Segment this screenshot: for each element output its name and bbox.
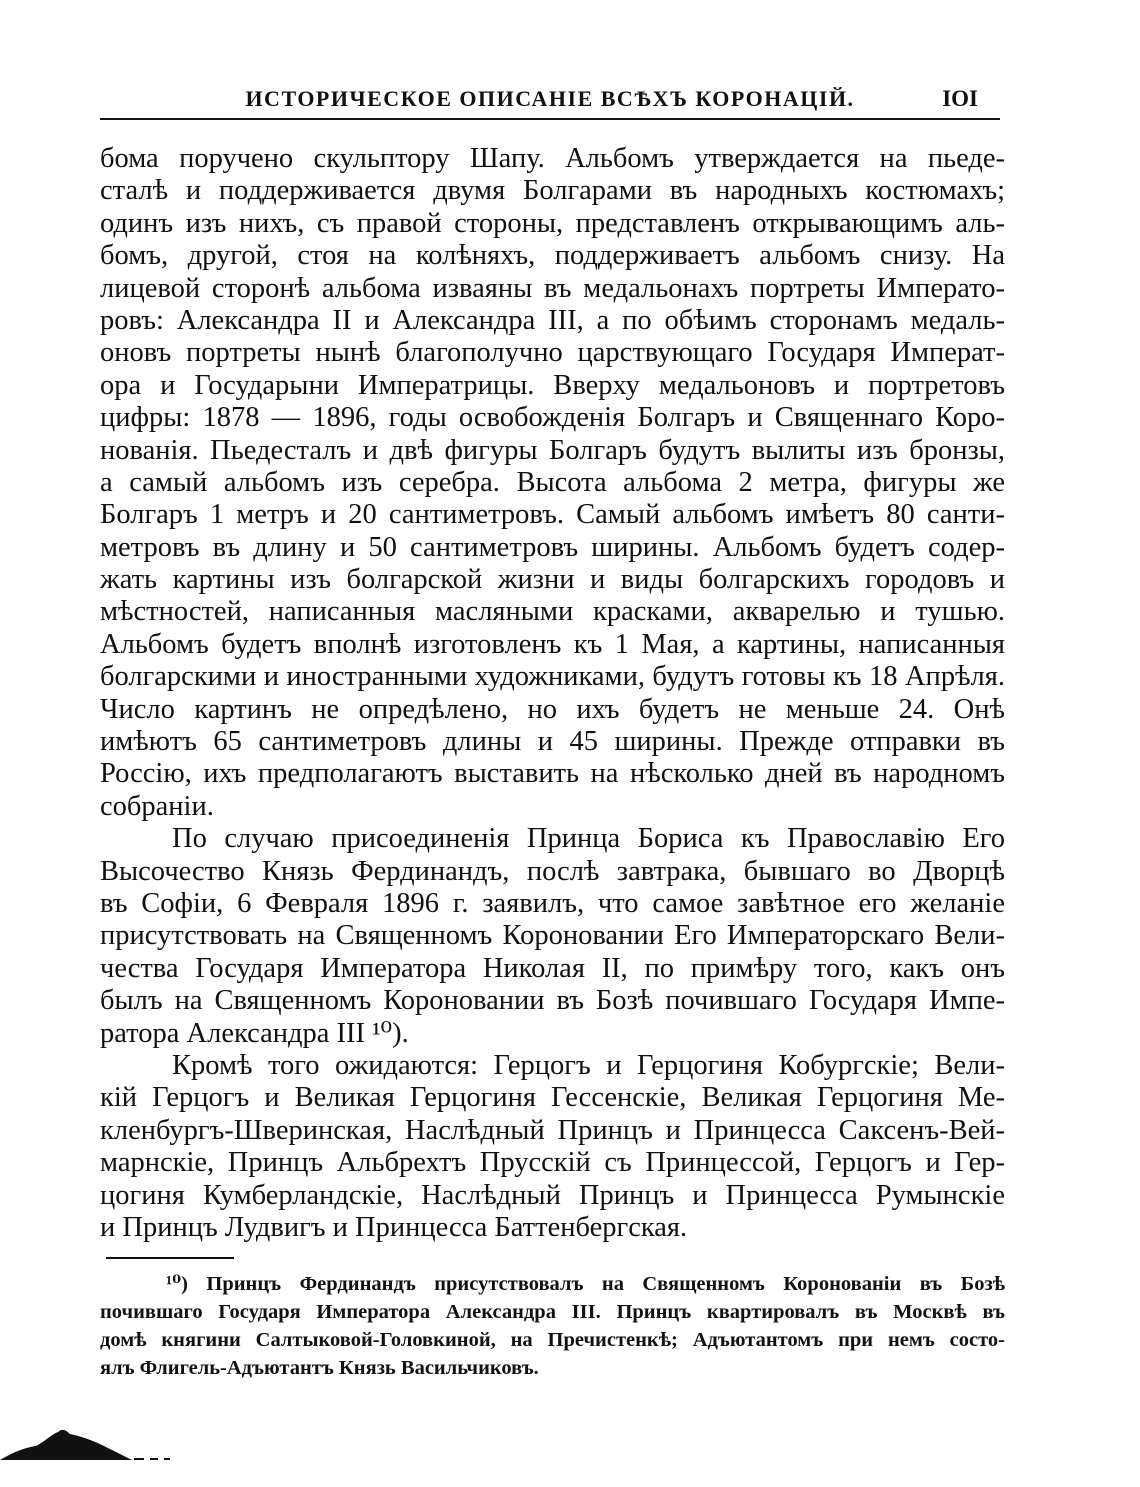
ink-smudge-ornament [0, 1418, 180, 1478]
text-line: Болгаръ 1 метръ и 20 сантиметровъ. Самый альбомъ имѣетъ 80 санти- [100, 499, 1005, 531]
footnote-line: домѣ княгини Салтыковой-Головкиной, на Пречистенкѣ; Адъютантомъ при немъ состо- [100, 1329, 1005, 1351]
text-line: ора и Государыни Императрицы. Вверху медальоновъ и портретовъ [100, 369, 1005, 401]
text-line: Альбомъ будетъ вполнѣ изготовленъ къ 1 Мая, а картины, написанныя [100, 628, 1005, 660]
text-line: мѣстностей, написанныя масляными красками, акварелью и тушью. [100, 596, 1005, 628]
body-text [100, 143, 1005, 1244]
text-line: По случаю присоединенія Принца Бориса къ Православію Его [172, 823, 1005, 855]
text-line: жать картины изъ болгарской жизни и виды болгарскихъ городовъ и [100, 564, 1005, 596]
text-line: цогиня Кумберландскіе, Наслѣдный Принцъ и Принцесса Румынскіе [100, 1179, 1005, 1211]
text-line: лицевой сторонѣ альбома изваяны въ медальонахъ портреты Императо- [100, 272, 1005, 304]
page-number: IOI [942, 86, 978, 111]
text-line: а самый альбомъ изъ серебра. Высота альбома 2 метра, фигуры же [100, 466, 1005, 498]
text-line: сталѣ и поддерживается двумя Болгарами въ народныхъ костюмахъ; [100, 175, 1005, 207]
running-title: ИСТОРИЧЕСКОЕ ОПИСАНІЕ ВСѢХЪ КОРОНАЦІЙ. [245, 86, 855, 111]
footnotes [100, 1270, 1005, 1382]
header-rule [100, 118, 1000, 120]
text-line: Кромѣ того ожидаются: Герцогъ и Герцогиня Кобургскіе; Вели- [172, 1049, 1005, 1081]
text-line: бомъ, другой, стоя на колѣняхъ, поддерживаетъ альбомъ снизу. На [100, 240, 1005, 272]
text-line: собраніи. [100, 790, 214, 822]
text-line: въ Софіи, 6 Февраля 1896 г. заявилъ, что самое завѣтное его желаніе [100, 887, 1005, 919]
text-line: былъ на Священномъ Короновании въ Бозѣ почившаго Государя Импе- [100, 985, 1005, 1017]
footnote-rule [106, 1257, 234, 1259]
text-line: метровъ въ длину и 50 сантиметровъ ширины. Альбомъ будетъ содер- [100, 531, 1005, 563]
text-line: бома поручено скульптору Шапу. Альбомъ утверждается на пьеде- [100, 143, 1005, 174]
text-line: ровъ: Александра II и Александра III, а по обѣимъ сторонамъ медаль- [100, 304, 1005, 336]
text-line: Высочество Князь Фердинандъ, послѣ завтрака, бывшаго во Дворцѣ [100, 855, 1005, 887]
text-line: кій Герцогъ и Великая Герцогиня Гессенскіе, Великая Герцогиня Ме- [100, 1082, 1005, 1114]
text-line: цифры: 1878 — 1896, годы освобожденія Болгаръ и Священнаго Коро- [100, 402, 1005, 434]
text-line: марнскіе, Принцъ Альбрехтъ Прусскій съ Принцессой, Герцогъ и Гер- [100, 1147, 1005, 1179]
text-line: Россію, ихъ предполагаютъ выставить на нѣсколько дней въ народномъ [100, 758, 1005, 790]
text-line: чества Государя Императора Николая II, по примѣру того, какъ онъ [100, 952, 1005, 984]
text-line: нованія. Пьедесталъ и двѣ фигуры Болгаръ будутъ вылиты изъ бронзы, [100, 434, 1005, 466]
footnote-line: ялъ Флигель-Адъютантъ Князь Васильчиковъ. [100, 1357, 539, 1379]
text-line: ратора Александра III ¹⁰). [100, 1017, 409, 1049]
text-line: болгарскими и иностранными художниками, будутъ готовы къ 18 Апрѣля. [100, 661, 1005, 693]
text-line: оновъ портреты нынѣ благополучно царствующаго Государя Императ- [100, 337, 1005, 369]
text-line: одинъ изъ нихъ, съ правой стороны, представленъ открывающимъ аль- [100, 207, 1005, 239]
text-line: Число картинъ не опредѣлено, но ихъ будетъ не меньше 24. Онѣ [100, 693, 1005, 725]
text-line: присутствовать на Священномъ Короновании Его Императорскаго Вели- [100, 920, 1005, 952]
text-line: имѣютъ 65 сантиметровъ длины и 45 ширины. Прежде отправки въ [100, 726, 1005, 758]
footnote-line: почившаго Государя Императора Александра III. Принцъ квартировалъ въ Москвѣ въ [100, 1301, 1005, 1323]
text-line: кленбургъ-Шверинская, Наслѣдный Принцъ и Принцесса Саксенъ-Вей- [100, 1114, 1005, 1146]
footnote-line: ¹⁰) Принцъ Фердинандъ присутствовалъ на Священномъ Коронованіи въ Бозѣ [166, 1273, 1005, 1295]
page-header [100, 84, 1000, 122]
text-line: и Принцъ Лудвигъ и Принцесса Баттенбергская. [100, 1211, 688, 1243]
